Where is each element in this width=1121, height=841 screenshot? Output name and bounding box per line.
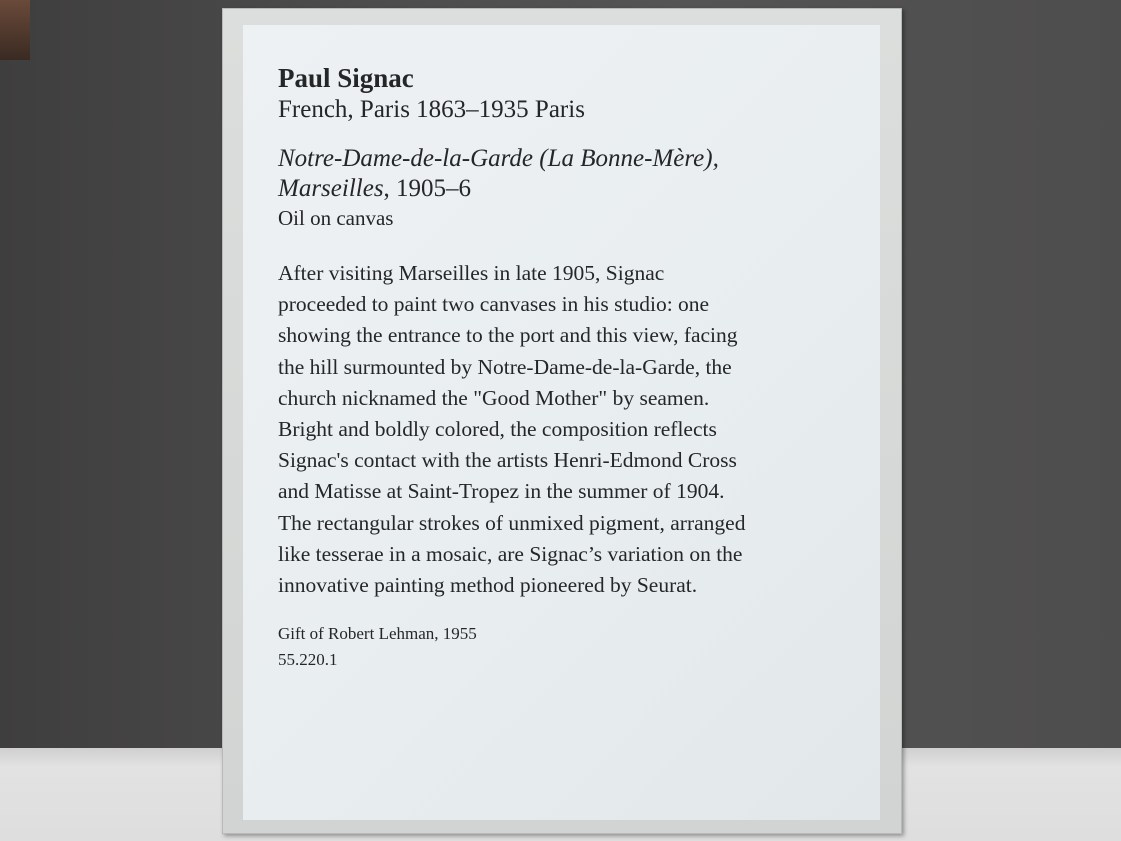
artwork-title-italic-1: Notre-Dame-de-la-Garde (La Bonne-Mère), <box>278 145 719 172</box>
artist-life: French, Paris 1863–1935 Paris <box>278 96 585 123</box>
credit-line: Gift of Robert Lehman, 1955 <box>278 624 477 644</box>
artwork-date: , 1905–6 <box>383 175 472 202</box>
artwork-medium: Oil on canvas <box>278 206 394 230</box>
museum-label <box>243 25 880 820</box>
artist-name: Paul Signac <box>278 63 414 93</box>
artwork-title-italic-2: Marseilles <box>278 175 384 202</box>
label-content <box>278 62 868 673</box>
artwork-title-line1 <box>278 144 868 174</box>
painting-frame-edge <box>0 0 30 60</box>
artwork-title-line2 <box>278 174 868 204</box>
accession-number: 55.220.1 <box>278 650 338 670</box>
artwork-description: After visiting Marseilles in late 1905, Signac proceeded to paint two canvases in his studio: one showing the entrance to the port and this view, facing the hill surmounted by Notre-Dame-de-la-Garde, the church nicknamed the "Good Mother" by seamen. Bright and boldly colored, the composition reflects Signac's contact with the artists Henri-Edmond Cross and Matisse at Saint-Tropez in the summer of 1904. The rectangular strokes of unmixed pigment, arranged like tesserae in a mosaic, are Signac’s variation on the innovative painting method pioneered by Seurat. <box>278 261 746 598</box>
